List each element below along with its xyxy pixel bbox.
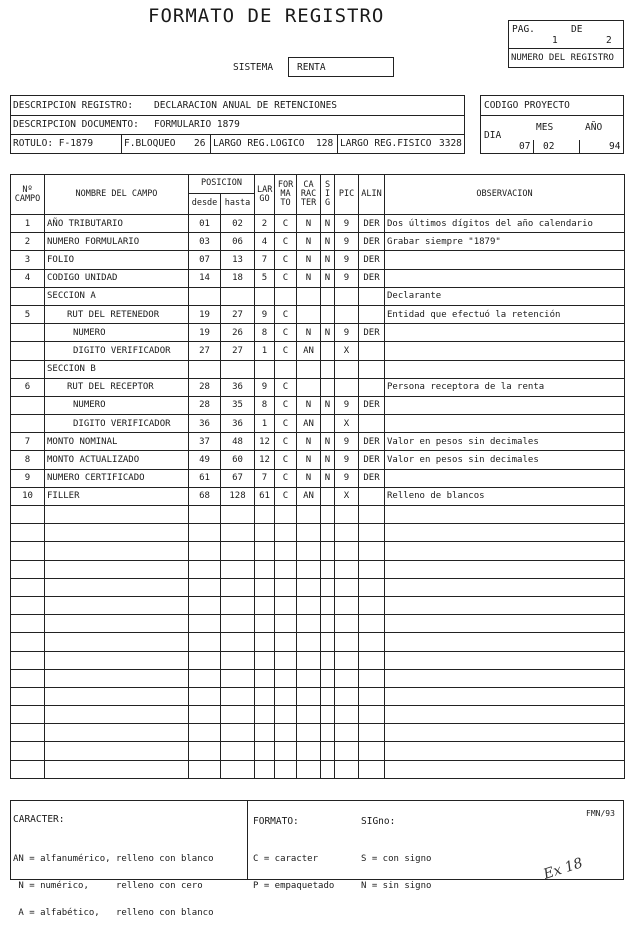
- cell-obs: Relleno de blancos: [385, 487, 625, 505]
- cell-formato: C: [275, 396, 297, 414]
- cell-largo: 8: [255, 324, 275, 342]
- signo-legend: S = con signo N = sin signo: [361, 854, 432, 891]
- empty-row: [11, 706, 625, 724]
- empty-row: [11, 633, 625, 651]
- cell-signo: N: [321, 324, 335, 342]
- sistema-field: [288, 57, 394, 77]
- cell-hasta: 60: [221, 451, 255, 469]
- header-num: Nº CAMPO: [11, 175, 45, 215]
- cell-alin: DER: [359, 269, 385, 287]
- empty-row: [11, 596, 625, 614]
- formato-legend-title: FORMATO:: [253, 816, 299, 827]
- cell-obs: [385, 251, 625, 269]
- caracter-legend-title: CARACTER:: [13, 814, 65, 825]
- cell-nombre: AÑO TRIBUTARIO: [45, 215, 189, 233]
- form-code: FMN/93: [586, 809, 615, 818]
- cell-num: 10: [11, 487, 45, 505]
- cell-formato: [275, 287, 297, 305]
- cell-desde: 37: [189, 433, 221, 451]
- sistema-value: RENTA: [297, 62, 326, 73]
- sistema-label: SISTEMA: [233, 62, 274, 73]
- caracter-legend: AN = alfanumérico, relleno con blanco N = numérico, relleno con cero A = alfabético, relleno con blanco: [13, 854, 214, 918]
- cell-signo: N: [321, 469, 335, 487]
- cell-signo: N: [321, 251, 335, 269]
- cell-largo: [255, 360, 275, 378]
- cell-largo: 4: [255, 233, 275, 251]
- cell-largo: 7: [255, 469, 275, 487]
- desc-documento-label: DESCRIPCION DOCUMENTO:: [13, 119, 139, 130]
- cell-hasta: 02: [221, 215, 255, 233]
- desc-registro-value: DECLARACION ANUAL DE RETENCIONES: [154, 100, 338, 111]
- cell-signo: N: [321, 233, 335, 251]
- header-alin: ALIN: [359, 175, 385, 215]
- empty-row: [11, 560, 625, 578]
- cell-caracter: [297, 360, 321, 378]
- cell-alin: [359, 305, 385, 323]
- cell-nombre: NUMERO FORMULARIO: [45, 233, 189, 251]
- cell-largo: 1: [255, 415, 275, 433]
- cell-caracter: N: [297, 324, 321, 342]
- table-row: [11, 451, 625, 469]
- cell-obs: Declarante: [385, 287, 625, 305]
- header-pic: PIC: [335, 175, 359, 215]
- anio-label: AÑO: [585, 122, 603, 133]
- cell-nombre: DIGITO VERIFICADOR: [45, 342, 189, 360]
- cell-nombre: FOLIO: [45, 251, 189, 269]
- table-row: [11, 469, 625, 487]
- cell-alin: DER: [359, 324, 385, 342]
- cell-num: 9: [11, 469, 45, 487]
- table-row: [11, 305, 625, 323]
- cell-nombre: MONTO ACTUALIZADO: [45, 451, 189, 469]
- cell-obs: [385, 360, 625, 378]
- cell-formato: C: [275, 433, 297, 451]
- empty-row: [11, 687, 625, 705]
- cell-num: 7: [11, 433, 45, 451]
- cell-alin: [359, 378, 385, 396]
- cell-obs: Valor en pesos sin decimales: [385, 433, 625, 451]
- desc-registro-label: DESCRIPCION REGISTRO:: [13, 100, 134, 111]
- cell-pic: 9: [335, 251, 359, 269]
- table-row: [11, 324, 625, 342]
- cell-signo: N: [321, 451, 335, 469]
- table-row: [11, 342, 625, 360]
- empty-row: [11, 578, 625, 596]
- table-row: [11, 215, 625, 233]
- cell-signo: [321, 360, 335, 378]
- cell-num: [11, 287, 45, 305]
- cell-desde: 68: [189, 487, 221, 505]
- cell-pic: 9: [335, 269, 359, 287]
- codigo-proyecto-label: CODIGO PROYECTO: [484, 100, 570, 111]
- table-row: [11, 396, 625, 414]
- cell-pic: 9: [335, 451, 359, 469]
- numero-registro-label: NUMERO DEL REGISTRO: [511, 53, 614, 63]
- empty-row: [11, 506, 625, 524]
- cell-hasta: [221, 360, 255, 378]
- cell-nombre: CODIGO UNIDAD: [45, 269, 189, 287]
- cell-nombre: RUT DEL RETENEDOR: [45, 305, 189, 323]
- header-observacion: OBSERVACION: [385, 175, 625, 215]
- cell-num: [11, 396, 45, 414]
- empty-row: [11, 760, 625, 778]
- cell-nombre: NUMERO CERTIFICADO: [45, 469, 189, 487]
- cell-hasta: 67: [221, 469, 255, 487]
- cell-obs: [385, 324, 625, 342]
- cell-formato: C: [275, 233, 297, 251]
- cell-nombre: NUMERO: [45, 324, 189, 342]
- header-signo: S I G: [321, 175, 335, 215]
- header-caracter: CA RAC TER: [297, 175, 321, 215]
- table-row: [11, 233, 625, 251]
- cell-formato: [275, 360, 297, 378]
- cell-num: 3: [11, 251, 45, 269]
- bloqueo-label: F.BLOQUEO: [124, 138, 176, 149]
- cell-hasta: 36: [221, 378, 255, 396]
- cell-signo: N: [321, 269, 335, 287]
- cell-caracter: N: [297, 469, 321, 487]
- cell-formato: C: [275, 269, 297, 287]
- cell-largo: [255, 287, 275, 305]
- cell-num: 1: [11, 215, 45, 233]
- cell-desde: 27: [189, 342, 221, 360]
- description-box: [10, 95, 465, 154]
- cell-pic: 9: [335, 233, 359, 251]
- cell-alin: DER: [359, 215, 385, 233]
- cell-num: 4: [11, 269, 45, 287]
- cell-caracter: N: [297, 233, 321, 251]
- cell-num: 6: [11, 378, 45, 396]
- cell-largo: 12: [255, 433, 275, 451]
- cell-caracter: [297, 305, 321, 323]
- cell-signo: [321, 287, 335, 305]
- cell-obs: Dos últimos dígitos del año calendario: [385, 215, 625, 233]
- cell-nombre: NUMERO: [45, 396, 189, 414]
- codigo-proyecto-box: [480, 95, 624, 154]
- cell-signo: N: [321, 215, 335, 233]
- cell-desde: 07: [189, 251, 221, 269]
- cell-alin: [359, 342, 385, 360]
- empty-row: [11, 524, 625, 542]
- cell-formato: C: [275, 469, 297, 487]
- cell-largo: 5: [255, 269, 275, 287]
- cell-hasta: [221, 287, 255, 305]
- largo-fisico-value: 3328: [439, 138, 462, 149]
- table-row: [11, 269, 625, 287]
- cell-obs: [385, 396, 625, 414]
- cell-obs: Persona receptora de la renta: [385, 378, 625, 396]
- cell-signo: [321, 415, 335, 433]
- header-nombre: NOMBRE DEL CAMPO: [45, 175, 189, 215]
- empty-row: [11, 651, 625, 669]
- cell-hasta: 13: [221, 251, 255, 269]
- cell-caracter: AN: [297, 342, 321, 360]
- cell-nombre: MONTO NOMINAL: [45, 433, 189, 451]
- empty-row: [11, 615, 625, 633]
- empty-row: [11, 669, 625, 687]
- cell-hasta: 18: [221, 269, 255, 287]
- cell-hasta: 27: [221, 305, 255, 323]
- table-row: [11, 415, 625, 433]
- cell-caracter: N: [297, 451, 321, 469]
- cell-hasta: 26: [221, 324, 255, 342]
- field-table: [10, 174, 625, 779]
- cell-num: [11, 324, 45, 342]
- cell-caracter: N: [297, 269, 321, 287]
- cell-pic: [335, 360, 359, 378]
- cell-nombre: FILLER: [45, 487, 189, 505]
- cell-alin: DER: [359, 251, 385, 269]
- cell-formato: C: [275, 415, 297, 433]
- table-row: [11, 378, 625, 396]
- cell-pic: [335, 287, 359, 305]
- cell-signo: [321, 342, 335, 360]
- table-row: [11, 487, 625, 505]
- cell-alin: [359, 287, 385, 305]
- cell-obs: Entidad que efectuó la retención: [385, 305, 625, 323]
- cell-formato: C: [275, 487, 297, 505]
- cell-desde: [189, 287, 221, 305]
- cell-obs: [385, 415, 625, 433]
- cell-desde: 01: [189, 215, 221, 233]
- cell-num: [11, 342, 45, 360]
- cell-formato: C: [275, 215, 297, 233]
- cell-caracter: N: [297, 396, 321, 414]
- cell-pic: [335, 378, 359, 396]
- cell-pic: 9: [335, 324, 359, 342]
- cell-caracter: AN: [297, 487, 321, 505]
- formato-legend: C = caracter P = empaquetado: [253, 854, 335, 891]
- cell-pic: 9: [335, 396, 359, 414]
- cell-alin: DER: [359, 451, 385, 469]
- dia-value: 07: [519, 141, 531, 152]
- largo-fisico-label: LARGO REG.FISICO: [340, 138, 432, 149]
- cell-caracter: N: [297, 251, 321, 269]
- cell-largo: 9: [255, 378, 275, 396]
- cell-hasta: 35: [221, 396, 255, 414]
- cell-hasta: 36: [221, 415, 255, 433]
- cell-largo: 8: [255, 396, 275, 414]
- largo-logico-label: LARGO REG.LOGICO: [213, 138, 305, 149]
- cell-formato: C: [275, 342, 297, 360]
- cell-alin: [359, 487, 385, 505]
- cell-nombre: SECCION A: [45, 287, 189, 305]
- cell-largo: 61: [255, 487, 275, 505]
- cell-desde: 19: [189, 305, 221, 323]
- legend-box: [10, 800, 624, 918]
- cell-largo: 7: [255, 251, 275, 269]
- cell-hasta: 27: [221, 342, 255, 360]
- signo-legend-title: SIGno:: [361, 816, 396, 827]
- cell-largo: 9: [255, 305, 275, 323]
- cell-num: [11, 415, 45, 433]
- table-row: [11, 433, 625, 451]
- de-label: DE: [571, 24, 583, 35]
- bloqueo-value: 26: [194, 138, 206, 149]
- cell-alin: [359, 360, 385, 378]
- cell-formato: C: [275, 305, 297, 323]
- cell-hasta: 128: [221, 487, 255, 505]
- cell-caracter: N: [297, 433, 321, 451]
- cell-nombre: SECCION B: [45, 360, 189, 378]
- cell-desde: 28: [189, 396, 221, 414]
- cell-desde: 28: [189, 378, 221, 396]
- handwritten-note: Ex 18: [541, 855, 585, 883]
- cell-num: [11, 360, 45, 378]
- header-desde: desde: [189, 193, 221, 214]
- rotulo: ROTULO: F-1879: [13, 138, 94, 149]
- cell-desde: 03: [189, 233, 221, 251]
- table-row: [11, 251, 625, 269]
- cell-desde: 61: [189, 469, 221, 487]
- table-row: [11, 360, 625, 378]
- cell-obs: Grabar siempre "1879": [385, 233, 625, 251]
- pag-label: PAG.: [512, 24, 535, 35]
- cell-caracter: N: [297, 215, 321, 233]
- cell-caracter: AN: [297, 415, 321, 433]
- cell-formato: C: [275, 251, 297, 269]
- cell-pic: 9: [335, 469, 359, 487]
- cell-pic: [335, 305, 359, 323]
- empty-row: [11, 724, 625, 742]
- desc-documento-value: FORMULARIO 1879: [154, 119, 240, 130]
- cell-num: 8: [11, 451, 45, 469]
- page-total: 2: [606, 35, 612, 46]
- cell-signo: [321, 487, 335, 505]
- cell-alin: DER: [359, 233, 385, 251]
- cell-signo: [321, 305, 335, 323]
- anio-value: 94: [609, 141, 621, 152]
- cell-nombre: RUT DEL RECEPTOR: [45, 378, 189, 396]
- cell-obs: Valor en pesos sin decimales: [385, 451, 625, 469]
- mes-value: 02: [543, 141, 555, 152]
- cell-largo: 12: [255, 451, 275, 469]
- cell-signo: N: [321, 433, 335, 451]
- cell-alin: [359, 415, 385, 433]
- cell-pic: X: [335, 342, 359, 360]
- cell-pic: 9: [335, 215, 359, 233]
- page-title: FORMATO DE REGISTRO: [148, 5, 385, 27]
- header-hasta: hasta: [221, 193, 255, 214]
- cell-pic: X: [335, 487, 359, 505]
- cell-desde: [189, 360, 221, 378]
- cell-num: 2: [11, 233, 45, 251]
- cell-caracter: [297, 287, 321, 305]
- cell-hasta: 48: [221, 433, 255, 451]
- cell-obs: [385, 269, 625, 287]
- cell-obs: [385, 469, 625, 487]
- page-number-box: [508, 20, 624, 68]
- cell-alin: DER: [359, 433, 385, 451]
- mes-label: MES: [536, 122, 554, 133]
- cell-nombre: DIGITO VERIFICADOR: [45, 415, 189, 433]
- largo-logico-value: 128: [316, 138, 334, 149]
- cell-num: 5: [11, 305, 45, 323]
- empty-row: [11, 542, 625, 560]
- dia-label: DIA: [484, 130, 502, 141]
- cell-desde: 14: [189, 269, 221, 287]
- empty-row: [11, 742, 625, 760]
- cell-pic: X: [335, 415, 359, 433]
- header-formato: FOR MA TO: [275, 175, 297, 215]
- cell-largo: 2: [255, 215, 275, 233]
- header-largo: LAR GO: [255, 175, 275, 215]
- cell-signo: [321, 378, 335, 396]
- cell-formato: C: [275, 324, 297, 342]
- cell-formato: C: [275, 451, 297, 469]
- cell-alin: DER: [359, 396, 385, 414]
- cell-caracter: [297, 378, 321, 396]
- cell-hasta: 06: [221, 233, 255, 251]
- cell-pic: 9: [335, 433, 359, 451]
- cell-obs: [385, 342, 625, 360]
- table-row: [11, 287, 625, 305]
- cell-desde: 36: [189, 415, 221, 433]
- cell-desde: 49: [189, 451, 221, 469]
- cell-alin: DER: [359, 469, 385, 487]
- cell-largo: 1: [255, 342, 275, 360]
- cell-desde: 19: [189, 324, 221, 342]
- page-number: 1: [552, 35, 558, 46]
- cell-signo: N: [321, 396, 335, 414]
- header-posicion: POSICION: [189, 175, 255, 194]
- cell-formato: C: [275, 378, 297, 396]
